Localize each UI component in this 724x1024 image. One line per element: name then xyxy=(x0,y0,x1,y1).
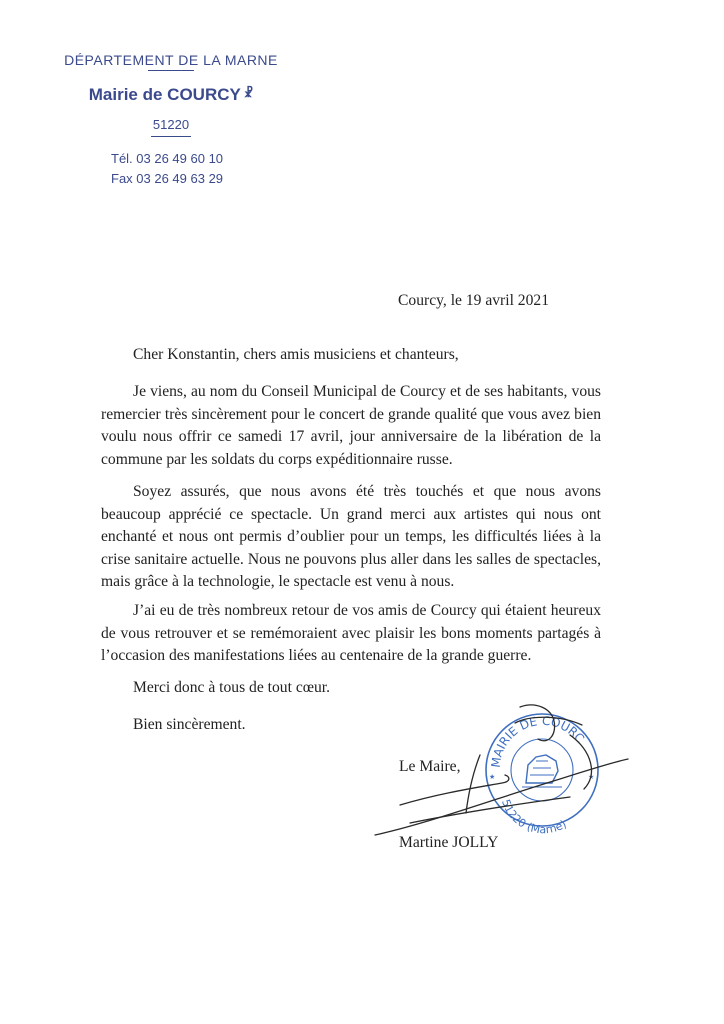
letterhead xyxy=(40,50,302,137)
contact-block xyxy=(111,149,223,189)
stamp-bottom-text: 51220 (Marne) xyxy=(499,797,569,837)
star-icon: ★ xyxy=(588,773,595,781)
paragraph-2: Soyez assurés, que nous avons été très touchés et que nous avons beaucoup apprécié ce spectacle. Un grand merci aux artistes qui nous ont enchanté et nous ont permis d’oublier pour un temps, les difficultés liées à la crise sanitaire actuelle. Nous ne pouvons plus aller dans les salles de spectacles, mais grâce à la technologie, le spectacle est venu à nous. xyxy=(101,483,601,590)
letterhead-rule xyxy=(148,70,194,71)
department-name: DÉPARTEMENT DE LA MARNE xyxy=(64,52,278,68)
stamp-and-signature xyxy=(366,694,640,845)
paragraph-3: J’ai eu de très nombreux retour de vos amis de Courcy qui étaient heureux de vous retrouver et se remémoraient avec plaisir les bons moments partagés à l’occasion des manifestations liées au centenaire de la grande guerre. xyxy=(101,602,601,664)
postal-rule xyxy=(151,136,191,137)
mairie-name-text: Mairie de COURCY xyxy=(88,85,241,104)
salutation: Cher Konstantin, chers amis musiciens et chanteurs, xyxy=(133,346,459,363)
mairie-name xyxy=(40,80,302,108)
closing-thanks: Merci donc à tous de tout cœur. xyxy=(133,679,331,696)
fax-number: Fax 03 26 49 63 29 xyxy=(111,171,224,186)
star-icon: ★ xyxy=(489,773,496,781)
closing-regards: Bien sincèrement. xyxy=(133,716,246,733)
date-line: Courcy, le 19 avril 2021 xyxy=(398,292,549,309)
postal-code: 51220 xyxy=(152,117,190,132)
signatory-name: Martine JOLLY xyxy=(399,834,499,851)
paragraph-1: Je viens, au nom du Conseil Municipal de Courcy et de ses habitants, vous remercier très sincèrement pour le concert de grande qualité que vous avez bien voulu nous offrir ce samedi 17 avril, jour anniversaire de la libération de la commune par les soldats du corps expéditionnaire russe. xyxy=(101,383,601,468)
phone-number: Tél. 03 26 49 60 10 xyxy=(111,151,224,166)
emblem-icon: ☧ xyxy=(243,86,254,100)
stamp-top-text: MAIRIE DE COURCY xyxy=(366,694,587,769)
signatory-title: Le Maire, xyxy=(399,758,461,775)
handwritten-signature xyxy=(375,705,628,835)
